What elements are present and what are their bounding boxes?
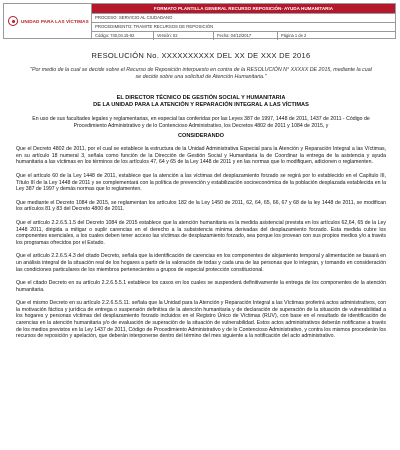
resolution-title: RESOLUCIÓN No. XXXXXXXXXX DEL XX DE XXX DE 2016 xyxy=(91,51,311,60)
paragraph: Que el citado Decreto en su artículo 2.2.6.5.5.1 establece los casos en los cuales se suspenderá definitivamente la entrega de los componentes de la atención humanitaria. xyxy=(16,280,386,293)
paragraph: Que el artículo 2.2.6.5.1.5 del Decreto 1084 de 2015 establece que la atención humanitaria es la medida asistencial prevista en los artículos 62,64, 65 de la Ley 1448 2011, dirigida a mitigar o suplir carencias en el derecho a la subsistencia mínima derivadas del desplazamiento forzado. Esta medida cubre los componentes esenciales, a los cuales deben tener acceso las víctimas de desplazamiento forzado, sea porque los provean con sus propios medios y/o a través los programas ofrecidos por el Estado. xyxy=(16,219,386,246)
paragraph: Que el Decreto 4802 de 2011, por el cual se establece la estructura de la Unidad Administrativa Especial para la Atención y Reparación Integral a las Víctimas, en su artículo 18 numeral 3, señala como función de la Dirección de Gestión Social y Humanitaria la de Coordinar la entrega de la asistencia y ayuda humanitaria a las víctimas en los términos de los artículos 47, 64 y 65 de la Ley 1448 de 2011 y en las normas que lo modifiquen, adicionen o reglamenten. xyxy=(16,146,386,166)
paragraph: Que el mismo Decreto en su artículo 2.2.6.5.5.11. señala que la Unidad para la Atención y Reparación Integral a las Víctimas proferirá actos administrativos, con la motivación fáctica y jurídica de entrega o suspensión definitiva de la atención humanitaria y de declaración de superación de la situación de vulnerabilidad a los hogares y personas víctimas del desplazamiento forzado incluidos en el Registro Único de Víctimas (RUV), con base en el resultado de identificación de carencias en la atención humanitaria y/o de evaluación de superación de la situación de vulnerabilidad. Estos actos administrativos deberán notificarse a través de los medios previstos en la Ley 1437 de 2011, Código de Procedimiento Administrativo y de lo Contencioso Administrativo, y contra los mismos procederán los recursos de reposición y apelación, que deberán interponerse dentro del término del mes siguiente a la notificación del acto administrativo. xyxy=(16,300,386,340)
considerando-heading: CONSIDERANDO xyxy=(178,133,224,140)
format-title: FORMATO PLANTILLA GENERAL RECURSO REPOSICIÓN- AYUDA HUMANITARIA xyxy=(92,4,395,13)
document-body xyxy=(16,46,386,340)
date-label: Fecha: 04/12/2017 xyxy=(214,32,278,40)
director-line-2: DE LA UNIDAD PARA LA ATENCIÓN Y REPARACIÓN INTEGRAL A LAS VÍCTIMAS xyxy=(93,102,309,108)
version-label: Versión: 02 xyxy=(154,32,214,40)
logo-text: UNIDAD PARA LAS VÍCTIMAS xyxy=(21,18,89,24)
seal-icon xyxy=(8,16,18,26)
paragraph: Que mediante el Decreto 1084 de 2015, se reglamentan los artículos 182 de la Ley 1450 de 2011, 62, 64, 65, 66, 67 y 68 de la ley 1448 de 2011, se modifican los artículos 81 y 83 del Decreto 4800 de 2011. xyxy=(16,199,386,213)
procedure-label: PROCEDIMIENTO: TRAMITE RECURSOS DE REPOSICIÓN xyxy=(92,22,395,31)
document-header xyxy=(3,3,396,39)
logo xyxy=(4,4,92,38)
process-label: PROCESO: SERVICIO AL CIUDADANO xyxy=(92,13,395,22)
director-heading xyxy=(16,95,386,109)
paragraph: Que el artículo 60 de la Ley 1448 de 2011, establece que la atención a las víctimas del desplazamiento forzado se regirá por lo establecido en el Capítulo III, Título III de la Ley 1448 de 2011 y se complementará con la política de prevención y estabilización socioeconómica de la población desplazada establecida en la Ley 387 de 1997 y demás normas que lo reglamenten. xyxy=(16,172,386,193)
resolution-subtitle: "Por medio de la cual se decide sobre el Recurso de Reposición interpuesto en contra de la RESOLUCIÓN N° XXXXX DE 2015, mediante la cual se decide sobre una solicitud de Atención Humanitaria." xyxy=(30,67,372,80)
director-line-1: EL DIRECTOR TÉCNICO DE GESTIÓN SOCIAL Y HUMANITARIA xyxy=(116,95,286,101)
page-number: Página 1 de 2 xyxy=(281,33,307,38)
paragraph: Que el artículo 2.2.6.5.4.3 del citado Decreto, señala que la identificación de carencias en los componentes de alojamiento temporal y alimentación se basará en un análisis integral de la situación real de los hogares a partir de la valoración de todas y cada una de las personas que lo integran, y tomando en consideración las condiciones particulares de los miembros pertenecientes a grupos de especial protección constitucional. xyxy=(16,253,386,273)
faculties-paragraph: En uso de sus facultades legales y reglamentarias, en especial las conferidas por las Leyes 387 de 1997, 1448 de 2011, 1437 de 2011 - Código de Procedimiento Administrativo y de lo Contencioso Administrativo, los Decretos 4802 de 2011 y 1084 de 2015, y xyxy=(32,116,370,129)
code-label: Código: 740,04.15-92 xyxy=(92,32,154,40)
